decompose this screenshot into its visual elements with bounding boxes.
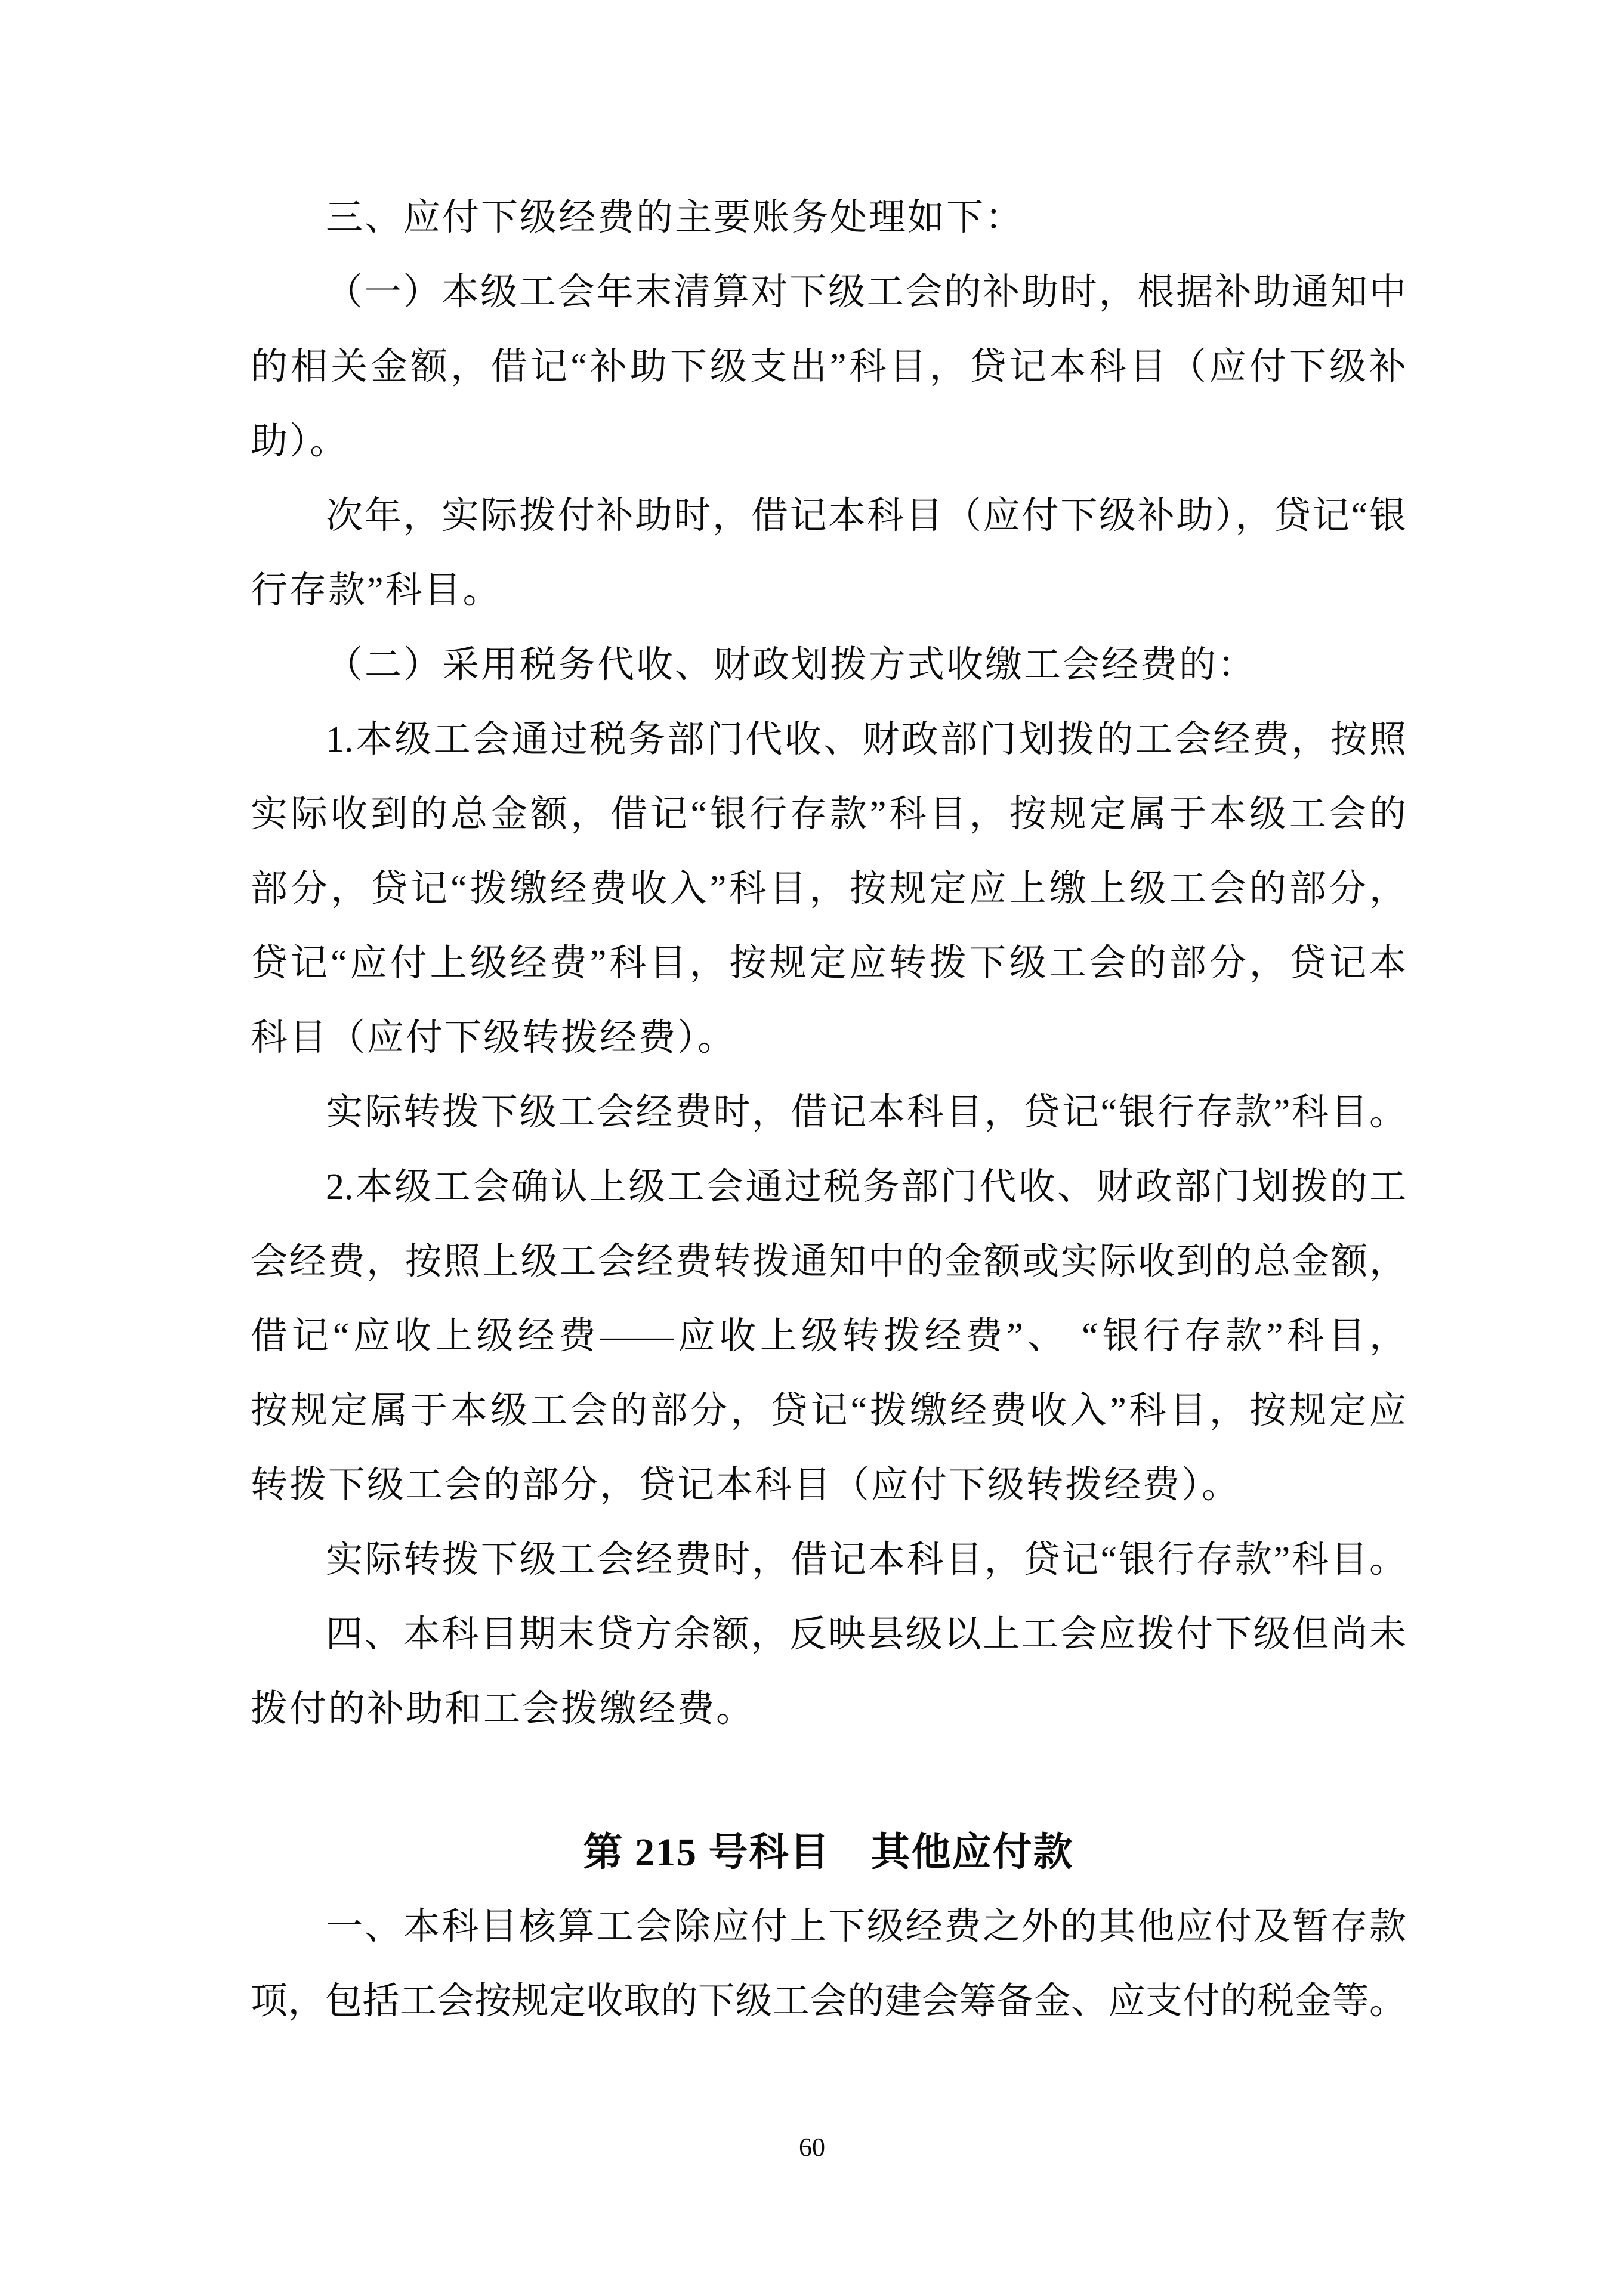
- text-line: 行存款”科目。: [251, 570, 502, 611]
- text-line: 1.本级工会通过税务部门代收、财政部门划拨的工会经费，按照: [326, 719, 1406, 760]
- text-line: 拨付的补助和工会拨缴经费。: [251, 1689, 755, 1729]
- text-line: （一）本级工会年末清算对下级工会的补助时，根据补助通知中: [326, 272, 1406, 313]
- text-line: 实际转拨下级工会经费时，借记本科目，贷记“银行存款”科目。: [326, 1540, 1406, 1580]
- text-line: 部分，贷记“拨缴经费收入”科目，按规定应上缴上级工会的部分，: [251, 869, 1406, 909]
- text-line: 助）。: [251, 421, 349, 462]
- text-line: 三、应付下级经费的主要账务处理如下：: [326, 197, 1024, 238]
- document-body: [251, 181, 1406, 2039]
- text-line: 项，包括工会按规定收取的下级工会的建会筹备金、应支付的税金等。: [251, 1981, 1406, 2022]
- text-line: 四、本科目期末贷方余额，反映县级以上工会应拨付下级但尚未: [326, 1614, 1406, 1655]
- text-line: 借记“应收上级经费——应收上级转拨经费”、 “银行存款”科目，: [251, 1316, 1406, 1356]
- text-line: 按规定属于本级工会的部分，贷记“拨缴经费收入”科目，按规定应: [251, 1390, 1406, 1431]
- text-line: 一、本科目核算工会除应付上下级经费之外的其他应付及暂存款: [326, 1906, 1406, 1947]
- text-line: 2.本级工会确认上级工会通过税务部门代收、财政部门划拨的工: [326, 1167, 1406, 1207]
- section-heading: 第 215 号科目 其他应付款: [583, 1831, 1074, 1874]
- text-line: 的相关金额，借记“补助下级支出”科目，贷记本科目（应付下级补: [251, 347, 1406, 387]
- text-line: 实际转拨下级工会经费时，借记本科目，贷记“银行存款”科目。: [326, 1092, 1406, 1133]
- text-line: 转拨下级工会的部分，贷记本科目（应付下级转拨经费）。: [251, 1465, 1241, 1506]
- text-line: 次年，实际拨付补助时，借记本科目（应付下级补助），贷记“银: [326, 496, 1406, 536]
- text-line: 会经费，按照上级工会经费转拨通知中的金额或实际收到的总金额，: [251, 1241, 1406, 1282]
- page-number: 60: [799, 2133, 825, 2162]
- text-line: 科目（应付下级转拨经费）。: [251, 1018, 737, 1058]
- text-line: 实际收到的总金额，借记“银行存款”科目，按规定属于本级工会的: [251, 794, 1406, 835]
- text-line: （二）采用税务代收、财政划拨方式收缴工会经费的：: [326, 645, 1257, 685]
- text-line: 贷记“应付上级经费”科目，按规定应转拨下级工会的部分，贷记本: [251, 943, 1406, 984]
